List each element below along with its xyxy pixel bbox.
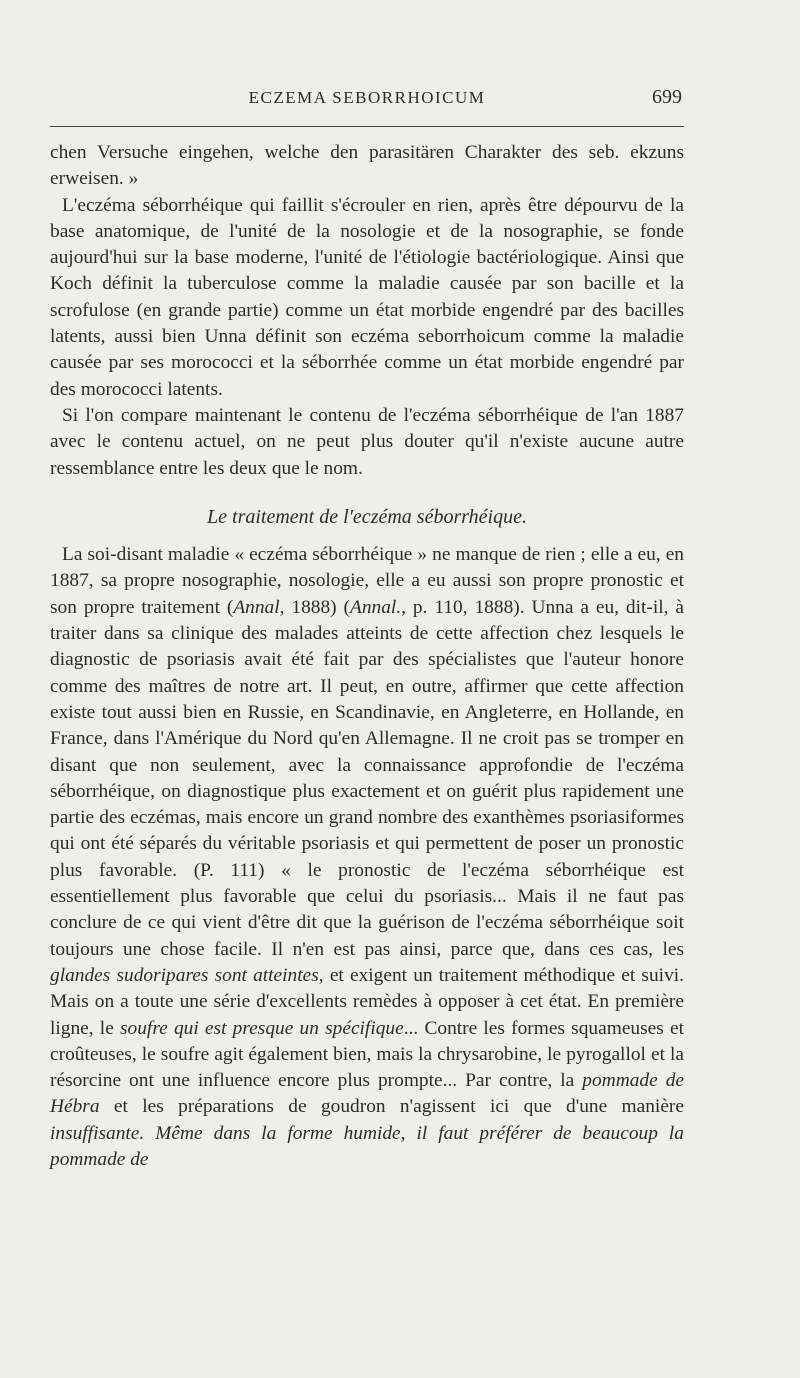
page-number: 699 [652, 86, 682, 108]
paragraph-4-italic-1: Annal [233, 596, 280, 618]
paragraph-4-italic-2: Annal. [350, 596, 402, 618]
paragraph-1: chen Versuche eingehen, welche den parasitären Charakter des seb. ekzuns erweisen. » [50, 142, 684, 190]
paragraph-4-text-d: , et exigent un traitement méthodique et suivi. Mais on a toute une série d'excellents remèdes à opposer à cet état. En première ligne, le [50, 964, 684, 1039]
paragraph-4-italic-3: glandes sudoripares sont atteintes [50, 964, 319, 986]
paragraph-4-text-a: La soi-disant maladie « eczéma séborrhéique » ne manque de rien ; elle a eu, en 1887, sa propre nosographie, nosologie, elle a eu aussi son propre pronostic et son propre traitement ( [50, 544, 684, 618]
running-title: ECZEMA SEBORRHOICUM [248, 88, 486, 107]
paragraph-4-text-e: ... Contre les formes squameuses et croûteuses, le soufre agit également bien, mais la chrysarobine, le pyrogallol et la résorcine ont une influence encore plus prompte... Par contre, la [50, 1017, 684, 1092]
paragraph-4-text-f: et les préparations de goudron n'agissent ici que d'une manière [99, 1096, 684, 1118]
paragraph-4-italic-4: soufre qui est presque un spécifique [120, 1017, 404, 1039]
body-text [50, 140, 684, 1173]
paragraph-4-italic-5: pommade de Hébra [50, 1070, 684, 1118]
page-header [50, 84, 684, 114]
paragraph-3: Si l'on compare maintenant le contenu de l'eczéma séborrhéique de l'an 1887 avec le contenu actuel, on ne peut plus douter qu'il n'existe aucune autre ressemblance entre les deux que le nom. [50, 404, 684, 479]
paragraph-4 [50, 542, 684, 1173]
paragraph-2: L'eczéma séborrhéique qui faillit s'écrouler en rien, après être dépourvu de la base anatomique, de l'unité de la nosologie et de la nosographie, se fonde aujourd'hui sur la base moderne, l'unité de l'étiologie bactériologique. Ainsi que Koch définit la tuberculose comme la maladie causée par son bacille et la scrofulose (en grande partie) comme un état morbide engendré par des bacilles latents, aussi bien Unna définit son eczéma seborrhoicum comme la maladie causée par ses morococci et la séborrhée comme un état morbide engendré par des morococci latents. [50, 194, 684, 400]
paragraph-4-text-c: , p. 110, 1888). Unna a eu, dit-il, à traiter dans sa clinique des malades atteints de cette affection chez lesquels le diagnostic de psoriasis avait été fait par des spécialistes que l'auteur honore comme des maîtres de notre art. Il peut, en outre, affirmer que cette affection existe tout aussi bien en Russie, en Scandinavie, en Angleterre, en Hollande, en France, dans l'Amérique du Nord qu'en Allemagne. Il ne croit pas se tromper en disant que non seulement, avec la connaissance approfondie de l'eczéma séborrhéique, on diagnostique plus exactement et on guérit plus rapidement une partie des eczémas, mais encore un grand nombre des exanthèmes psoriasiformes qui ont été séparés du véritable psoriasis et qui permettent de poser un pronostic plus favorable. (P. 111) « le pronostic de l'eczéma séborrhéique est essentiellement plus favorable que celui du psoriasis... Mais il ne faut pas conclure de ce qui vient d'être dit que la guérison de l'eczéma séborrhéique soit toujours une chose facile. Il n'en est pas ainsi, parce que, dans ces cas, les [50, 596, 684, 960]
section-heading: Le traitement de l'eczéma séborrhéique. [207, 505, 527, 528]
header-rule [50, 126, 684, 127]
paragraph-4-text-b: , 1888) ( [279, 596, 350, 618]
paragraph-4-italic-6: insuffisante. Même dans la forme humide, il faut préférer de beaucoup la pommade de [50, 1122, 684, 1170]
